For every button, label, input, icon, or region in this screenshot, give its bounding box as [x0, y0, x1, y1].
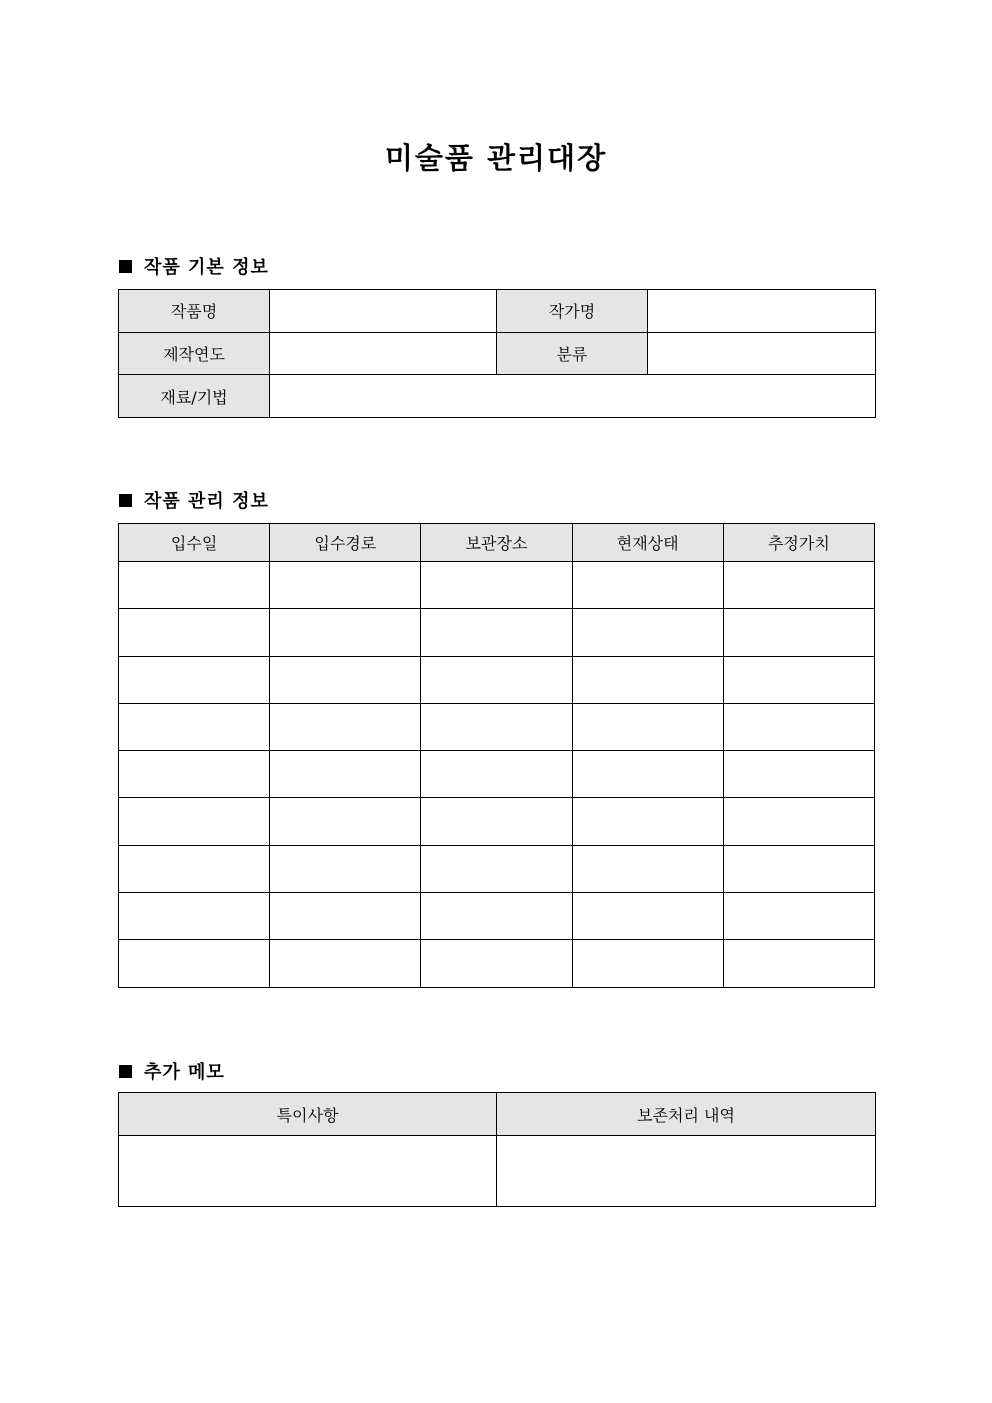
- section-heading-basic-info: [119, 253, 269, 279]
- column-header-acquired-date: 입수일: [119, 524, 270, 562]
- table-cell[interactable]: [723, 893, 874, 940]
- table-cell[interactable]: [270, 845, 421, 892]
- label-artist-name: 작가명: [497, 290, 648, 333]
- field-year[interactable]: [270, 332, 497, 375]
- section-heading-memo: [119, 1058, 225, 1084]
- column-header-acquisition-route: 입수경로: [270, 524, 421, 562]
- table-cell[interactable]: [270, 893, 421, 940]
- table-cell[interactable]: [421, 562, 572, 609]
- table-cell[interactable]: [723, 703, 874, 750]
- table-cell[interactable]: [421, 940, 572, 987]
- table-cell[interactable]: [572, 609, 723, 656]
- column-header-storage-location: 보관장소: [421, 524, 572, 562]
- field-conservation-history[interactable]: [497, 1136, 876, 1207]
- label-category: 분류: [497, 332, 648, 375]
- table-cell[interactable]: [270, 751, 421, 798]
- table-cell[interactable]: [723, 845, 874, 892]
- memo-table: [118, 1092, 876, 1207]
- management-info-table: [118, 523, 875, 988]
- table-cell[interactable]: [723, 562, 874, 609]
- table-cell[interactable]: [421, 703, 572, 750]
- square-bullet-icon: [119, 260, 132, 273]
- table-cell[interactable]: [572, 562, 723, 609]
- section-heading-label: 추가 메모: [144, 1062, 225, 1083]
- section-heading-management-info: [119, 487, 269, 513]
- table-cell[interactable]: [119, 656, 270, 703]
- table-row: [119, 893, 875, 940]
- table-cell[interactable]: [119, 562, 270, 609]
- column-header-current-condition: 현재상태: [572, 524, 723, 562]
- field-special-notes[interactable]: [119, 1136, 497, 1207]
- table-cell[interactable]: [119, 703, 270, 750]
- column-header-estimated-value: 추정가치: [723, 524, 874, 562]
- field-work-name[interactable]: [270, 290, 497, 333]
- table-cell[interactable]: [119, 940, 270, 987]
- table-cell[interactable]: [270, 656, 421, 703]
- table-row: [119, 656, 875, 703]
- table-cell[interactable]: [572, 751, 723, 798]
- label-material: 재료/기법: [119, 375, 270, 418]
- table-cell[interactable]: [270, 609, 421, 656]
- table-cell[interactable]: [421, 798, 572, 845]
- square-bullet-icon: [119, 1065, 132, 1078]
- section-heading-label: 작품 관리 정보: [144, 491, 269, 512]
- table-cell[interactable]: [572, 845, 723, 892]
- table-cell[interactable]: [421, 845, 572, 892]
- column-header-conservation-history: 보존처리 내역: [497, 1093, 876, 1136]
- table-cell[interactable]: [119, 751, 270, 798]
- table-row: [119, 609, 875, 656]
- table-cell[interactable]: [270, 798, 421, 845]
- table-cell[interactable]: [421, 893, 572, 940]
- table-row: [119, 845, 875, 892]
- table-cell[interactable]: [270, 940, 421, 987]
- table-row: [119, 798, 875, 845]
- table-cell[interactable]: [723, 940, 874, 987]
- table-cell[interactable]: [723, 609, 874, 656]
- square-bullet-icon: [119, 494, 132, 507]
- column-header-special-notes: 특이사항: [119, 1093, 497, 1136]
- table-cell[interactable]: [572, 656, 723, 703]
- table-cell[interactable]: [723, 656, 874, 703]
- table-cell[interactable]: [119, 609, 270, 656]
- label-year: 제작연도: [119, 332, 270, 375]
- table-cell[interactable]: [421, 751, 572, 798]
- field-artist-name[interactable]: [648, 290, 876, 333]
- field-material[interactable]: [270, 375, 876, 418]
- label-work-name: 작품명: [119, 290, 270, 333]
- table-cell[interactable]: [572, 703, 723, 750]
- table-cell[interactable]: [270, 562, 421, 609]
- table-cell[interactable]: [572, 940, 723, 987]
- table-cell[interactable]: [572, 798, 723, 845]
- table-cell[interactable]: [119, 893, 270, 940]
- table-cell[interactable]: [270, 703, 421, 750]
- section-heading-label: 작품 기본 정보: [144, 257, 269, 278]
- page-title: 미술품 관리대장: [384, 141, 608, 175]
- table-cell[interactable]: [723, 798, 874, 845]
- table-row: [119, 562, 875, 609]
- table-cell[interactable]: [119, 798, 270, 845]
- table-row: [119, 940, 875, 987]
- table-cell[interactable]: [119, 845, 270, 892]
- table-cell[interactable]: [723, 751, 874, 798]
- table-cell[interactable]: [572, 893, 723, 940]
- field-category[interactable]: [648, 332, 876, 375]
- basic-info-table: [118, 289, 876, 418]
- table-row: [119, 751, 875, 798]
- table-cell[interactable]: [421, 609, 572, 656]
- table-row: [119, 703, 875, 750]
- table-cell[interactable]: [421, 656, 572, 703]
